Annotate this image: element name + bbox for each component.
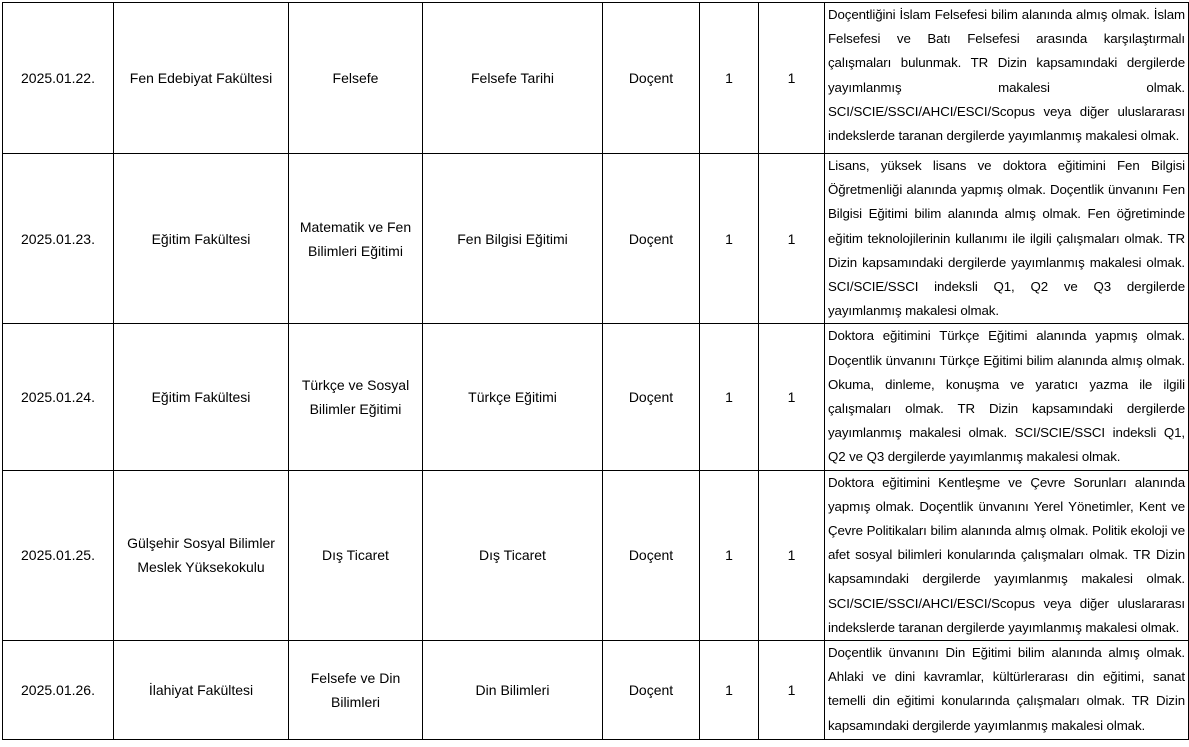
field-cell: Felsefe Tarihi xyxy=(423,3,603,154)
title-cell: Doçent xyxy=(603,3,700,154)
requirements-cell: Doktora eğitimini Kentleşme ve Çevre Sorunları alanında yapmış olmak. Doçentlik ünvanını Yerel Yönetimler, Kent ve Çevre Politikaları bilim alanında almış olmak. Politik ekoloji ve afet sosyal bilimleri konularında çalışmaları olmak. TR Dizin kapsamındaki dergilerde yayımlanmış makalesi olmak. SCI/SCIE/SSCI/AHCI/ESCI/Scopus veya diğer uluslararası indekslerde taranan dergilerde yayımlanmış makalesi olmak. xyxy=(825,470,1189,640)
position-code-cell: 2025.01.26. xyxy=(3,641,114,740)
count-cell: 1 xyxy=(759,3,825,154)
table-row xyxy=(3,324,1189,470)
requirements-cell: Lisans, yüksek lisans ve doktora eğitimini Fen Bilgisi Öğretmenliği alanında yapmış olmak. Doçentlik ünvanını Fen Bilgisi Eğitimi bilim alanında almış olmak. Fen öğretiminde eğitim teknolojilerinin kullanımı ile ilgili çalışmaları olmak. TR Dizin kapsamındaki dergilerde yayımlanmış makalesi olmak. SCI/SCIE/SSCI indeksli Q1, Q2 ve Q3 dergilerde yayımlanmış makalesi olmak. xyxy=(825,154,1189,324)
table-row xyxy=(3,470,1189,640)
requirements-cell: Doçentlik ünvanını Din Eğitimi bilim alanında almış olmak. Ahlaki ve dini kavramlar, kültürlerarası din eğitimi, sanat temelli din eğitimi konularında çalışmaları olmak. TR Dizin kapsamındaki dergilerde yayımlanmış makalesi olmak. xyxy=(825,641,1189,740)
field-cell: Türkçe Eğitimi xyxy=(423,324,603,470)
title-cell: Doçent xyxy=(603,641,700,740)
department-cell: Matematik ve Fen Bilimleri Eğitimi xyxy=(289,154,423,324)
table-row xyxy=(3,3,1189,154)
department-cell: Türkçe ve Sosyal Bilimler Eğitimi xyxy=(289,324,423,470)
department-cell: Dış Ticaret xyxy=(289,470,423,640)
count-cell: 1 xyxy=(700,641,759,740)
faculty-cell: İlahiyat Fakültesi xyxy=(114,641,289,740)
field-cell: Fen Bilgisi Eğitimi xyxy=(423,154,603,324)
title-cell: Doçent xyxy=(603,470,700,640)
field-cell: Dış Ticaret xyxy=(423,470,603,640)
table-row xyxy=(3,154,1189,324)
position-code-cell: 2025.01.25. xyxy=(3,470,114,640)
count-cell: 1 xyxy=(759,324,825,470)
position-code-cell: 2025.01.23. xyxy=(3,154,114,324)
title-cell: Doçent xyxy=(603,154,700,324)
field-cell: Din Bilimleri xyxy=(423,641,603,740)
faculty-cell: Eğitim Fakültesi xyxy=(114,324,289,470)
title-cell: Doçent xyxy=(603,324,700,470)
faculty-cell: Fen Edebiyat Fakültesi xyxy=(114,3,289,154)
count-cell: 1 xyxy=(700,154,759,324)
department-cell: Felsefe ve Din Bilimleri xyxy=(289,641,423,740)
table-row xyxy=(3,641,1189,740)
count-cell: 1 xyxy=(700,470,759,640)
requirements-cell: Doktora eğitimini Türkçe Eğitimi alanında yapmış olmak. Doçentlik ünvanını Türkçe Eğitimi bilim alanında almış olmak. Okuma, dinleme, konuşma ve yaratıcı yazma ile ilgili çalışmaları olmak. TR Dizin kapsamındaki dergilerde yayımlanmış makalesi olmak. SCI/SCIE/SSCI indeksli Q1, Q2 ve Q3 dergilerde yayımlanmış makalesi olmak. xyxy=(825,324,1189,470)
faculty-cell: Eğitim Fakültesi xyxy=(114,154,289,324)
requirements-cell: Doçentliğini İslam Felsefesi bilim alanında almış olmak. İslam Felsefesi ve Batı Felsefesi arasında karşılaştırmalı çalışmaları bulunmak. TR Dizin kapsamındaki dergilerde yayımlanmış makalesi olmak. SCI/SCIE/SSCI/AHCI/ESCI/Scopus veya diğer uluslararası indekslerde taranan dergilerde yayımlanmış makalesi olmak. xyxy=(825,3,1189,154)
department-cell: Felsefe xyxy=(289,3,423,154)
faculty-cell: Gülşehir Sosyal Bilimler Meslek Yüksekokulu xyxy=(114,470,289,640)
count-cell: 1 xyxy=(700,324,759,470)
count-cell: 1 xyxy=(700,3,759,154)
position-code-cell: 2025.01.24. xyxy=(3,324,114,470)
count-cell: 1 xyxy=(759,470,825,640)
position-listing-table xyxy=(2,2,1189,740)
count-cell: 1 xyxy=(759,154,825,324)
count-cell: 1 xyxy=(759,641,825,740)
position-code-cell: 2025.01.22. xyxy=(3,3,114,154)
